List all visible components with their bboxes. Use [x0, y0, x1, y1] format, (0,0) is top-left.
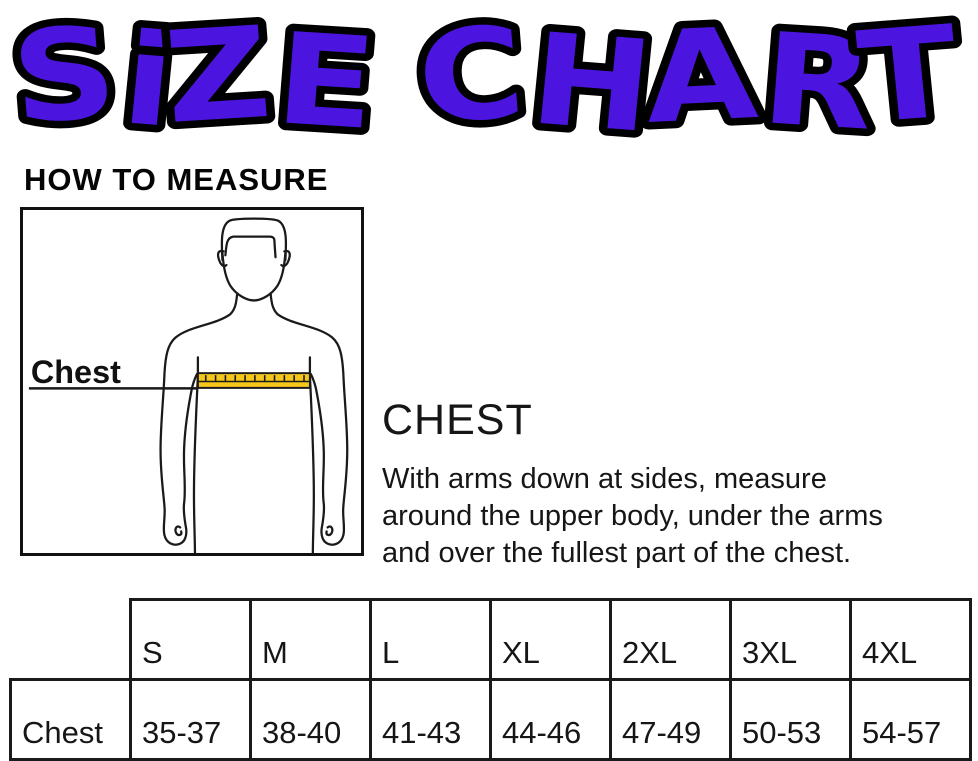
size-column-header: L	[371, 600, 491, 680]
size-column-header: XL	[491, 600, 611, 680]
figure-right-arm	[271, 294, 348, 545]
chest-range-cell: 47-49	[611, 680, 731, 760]
size-column-header: 2XL	[611, 600, 731, 680]
chest-row	[11, 680, 971, 760]
size-column-header: S	[131, 600, 251, 680]
size-table	[9, 598, 972, 761]
size-table-header	[11, 600, 971, 680]
instruction-line: around the upper body, under the arms	[382, 500, 883, 532]
tape-band	[198, 373, 310, 388]
measuring-tape	[198, 373, 310, 388]
blank-corner-cell	[11, 600, 131, 680]
chest-measurement-label: Chest	[30, 353, 121, 390]
figure-hairline	[225, 237, 275, 258]
title-svg	[0, 0, 978, 152]
chest-range-cell: 41-43	[371, 680, 491, 760]
figure-torso-left	[194, 376, 198, 553]
title-banner	[0, 0, 978, 152]
chest-instructions-section	[382, 396, 974, 572]
chest-range-cell: 38-40	[251, 680, 371, 760]
figure-torso-right	[310, 376, 314, 553]
figure-left-arm	[161, 294, 238, 545]
how-to-measure-heading: HOW TO MEASURE	[24, 162, 329, 197]
figure-face	[222, 253, 285, 300]
instruction-line: With arms down at sides, measure	[382, 463, 827, 495]
chest-range-cell: 35-37	[131, 680, 251, 760]
size-column-header: 3XL	[731, 600, 851, 680]
size-table-body	[11, 680, 971, 760]
size-column-header: 4XL	[851, 600, 971, 680]
chest-section-heading: CHEST	[382, 396, 533, 444]
chest-range-cell: 44-46	[491, 680, 611, 760]
chest-range-cell: 54-57	[851, 680, 971, 760]
page-title: SiZE CHART	[7, 0, 953, 152]
chest-instructions-text	[382, 461, 974, 572]
size-column-header: M	[251, 600, 371, 680]
figure-left-thumb	[176, 527, 182, 536]
measurement-diagram	[20, 207, 364, 556]
row-label-chest: Chest	[11, 680, 131, 760]
chest-range-cell: 50-53	[731, 680, 851, 760]
figure-right-thumb	[326, 527, 332, 536]
table-header-row	[11, 600, 971, 680]
instruction-line: and over the fullest part of the chest.	[382, 537, 852, 569]
